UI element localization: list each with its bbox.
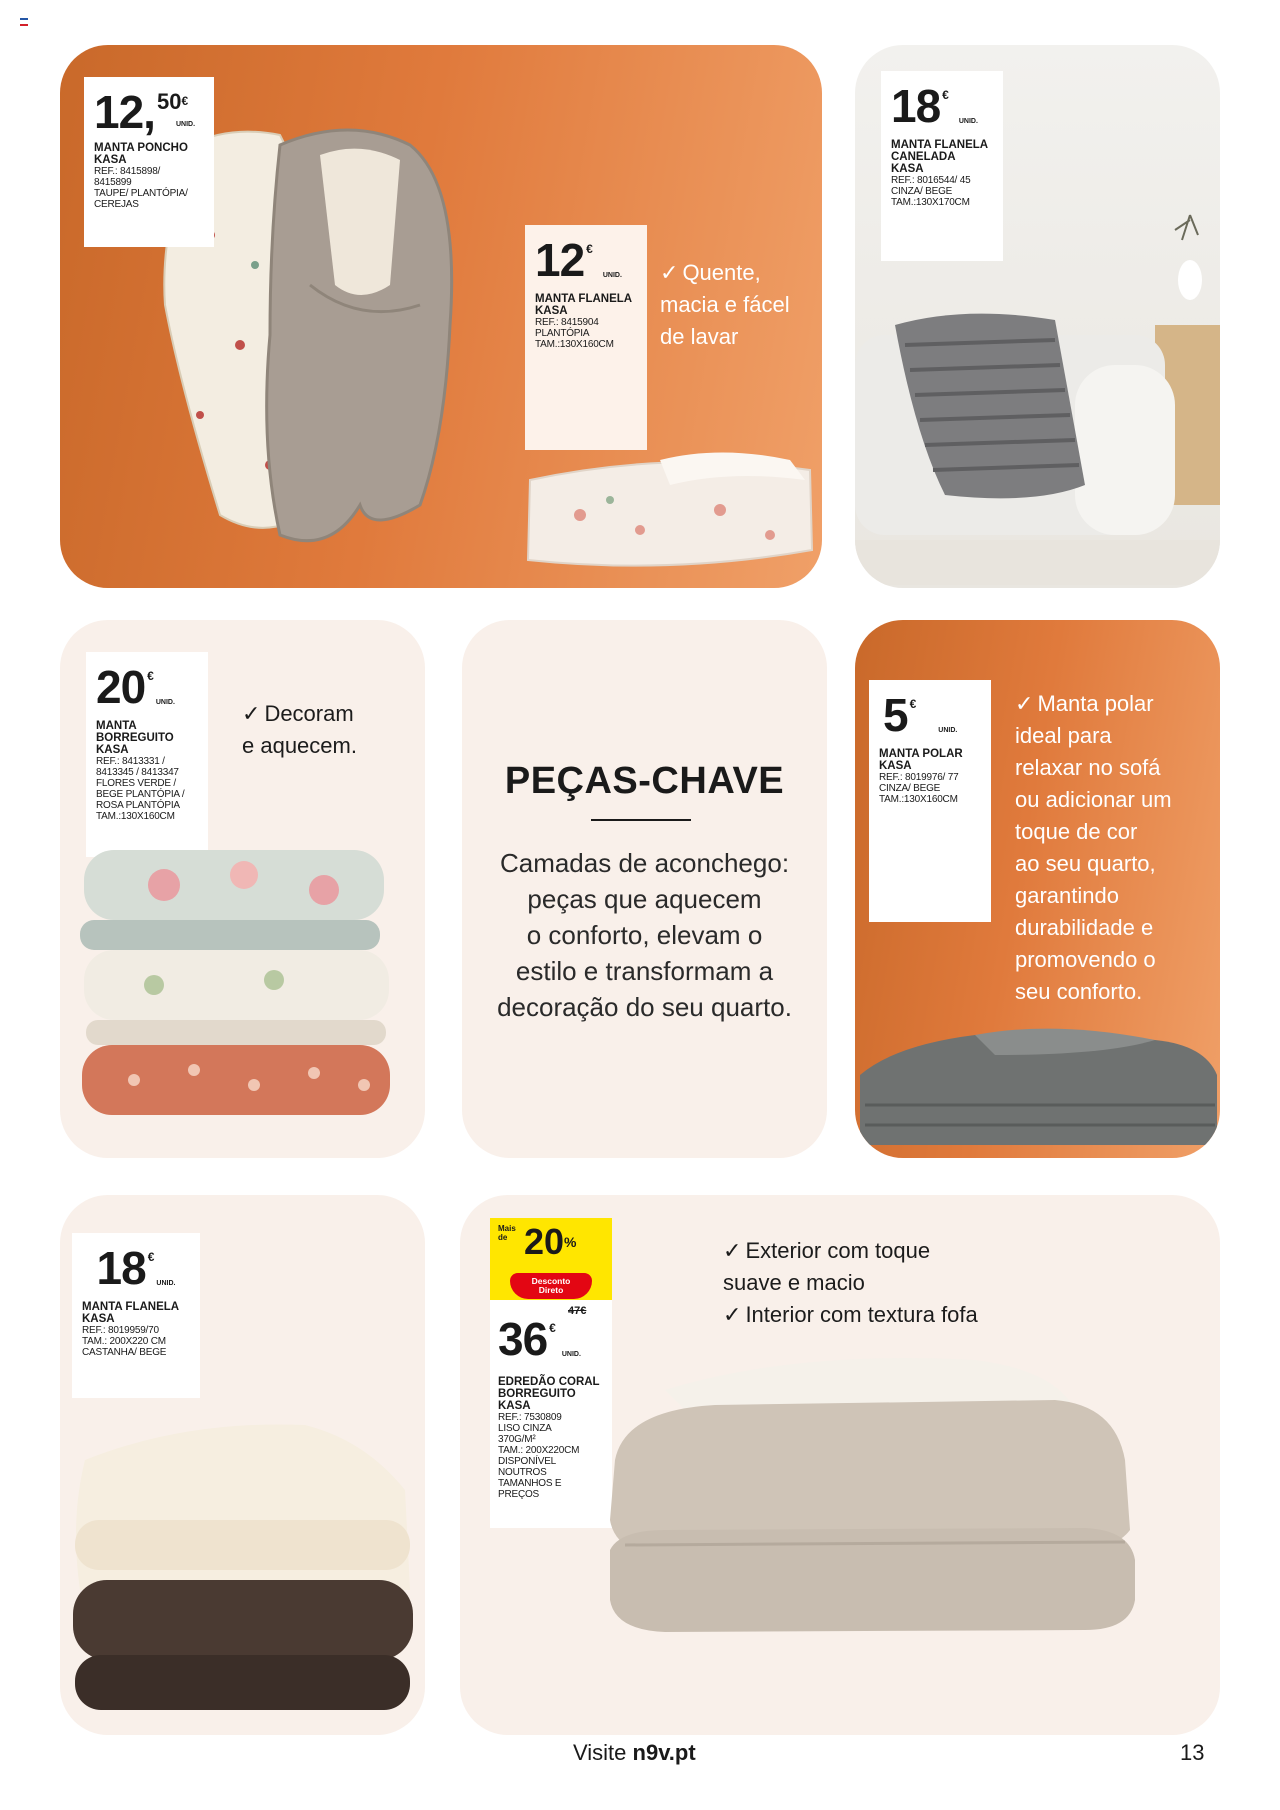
bullet-line: seu conforto. (1015, 979, 1143, 1004)
product-name-line: MANTA POLAR (879, 748, 963, 760)
footer-visit (573, 1740, 696, 1766)
badge-label (510, 1273, 592, 1299)
product-name-line: MANTA FLANELA (82, 1301, 180, 1313)
check-icon: ✓ (723, 1302, 742, 1327)
currency: € (586, 242, 593, 256)
product-desc-line: TAMANHOS E (498, 1478, 562, 1489)
price-tag-flanela-plantopia (525, 225, 647, 450)
bullets-flanela-plantopia (660, 257, 790, 353)
product-desc-line: ROSA PLANTÓPIA (96, 800, 180, 811)
product-name-line: MANTA FLANELA (891, 139, 989, 151)
unit-label: UNID. (561, 1351, 581, 1358)
product-desc-line: BEGE PLANTÓPIA / (96, 789, 185, 800)
badge-percent (524, 1222, 577, 1262)
product-name-line: EDREDÃO CORAL (498, 1376, 600, 1388)
product-desc-line: REF.: 8413331 / (96, 756, 165, 767)
price-tag-edredao (490, 1218, 612, 1528)
badge-label-line: Direto (538, 1285, 564, 1295)
product-desc-line: TAM.: 200X220CM (498, 1445, 580, 1456)
bullet-line: suave e macio (723, 1270, 865, 1295)
intro-text (462, 845, 827, 1025)
product-desc-line: PREÇOS (498, 1489, 540, 1500)
product-desc-line: NOUTROS (498, 1467, 547, 1478)
price-tag-canelada (881, 71, 1003, 261)
bullet-line: ✓ Interior com textura fofa (723, 1302, 978, 1327)
product-name-borreguito (96, 720, 198, 756)
product-desc-line: CINZA/ BEGE (879, 783, 941, 794)
bullets-borreguito (242, 698, 357, 762)
price-integer: 18 (96, 1242, 146, 1294)
price-integer: 36 (498, 1313, 548, 1365)
percent-icon: % (564, 1234, 577, 1250)
bullet-line: durabilidade e (1015, 915, 1154, 940)
price-integer: 12 (535, 234, 585, 286)
bullet-line: toque de cor (1015, 819, 1138, 844)
cream-brown-blankets-image (65, 1400, 420, 1720)
bullet-line: garantindo (1015, 883, 1119, 908)
page-number: 13 (1180, 1740, 1205, 1765)
check-icon: ✓ (660, 260, 679, 285)
product-name-line: KASA (535, 305, 568, 317)
flag-icon (20, 18, 28, 26)
product-desc-line: 8413345 / 8413347 (96, 767, 179, 778)
folded-blanket-image (520, 440, 820, 575)
unit-label: UNID. (176, 121, 196, 128)
page-title: PEÇAS-CHAVE (504, 760, 785, 802)
badge-prefix (498, 1224, 516, 1242)
price-integer: 20 (96, 661, 146, 713)
check-icon: ✓ (1015, 691, 1034, 716)
intro-line: decoração do seu quarto. (497, 992, 792, 1022)
product-desc-line: REF.: 8415904 (535, 317, 599, 328)
panel-poncho (60, 45, 822, 588)
price-tag-borreguito (86, 652, 208, 857)
product-name-flanela-castanha (82, 1301, 190, 1325)
product-name-line: MANTA PONCHO (94, 142, 188, 154)
product-name-line: KASA (96, 744, 129, 756)
panel-polar (855, 620, 1220, 1158)
product-desc-poncho (94, 166, 204, 210)
badge-label-line: Desconto (531, 1276, 571, 1286)
product-name-poncho (94, 142, 204, 166)
badge-percent-value: 20 (524, 1221, 565, 1262)
bullet-line: ✓ Quente, (660, 260, 761, 285)
bullet-line: ideal para (1015, 723, 1112, 748)
currency: € (942, 88, 949, 102)
product-desc-line: TAM.:130X170CM (891, 197, 970, 208)
price-cents: 50 (156, 89, 182, 114)
price-tag-polar (869, 680, 991, 922)
product-name-canelada (891, 139, 993, 175)
price-integer: 12, (94, 86, 155, 138)
panel-flanela-castanha (60, 1195, 425, 1735)
bullet-line: ✓ Exterior com toque (723, 1238, 931, 1263)
currency: € (147, 669, 154, 683)
bullet-line: ✓ Decoram (242, 701, 354, 726)
title-divider (591, 819, 691, 821)
product-name-line: MANTA FLANELA (535, 293, 633, 305)
bullet-line: ao seu quarto, (1015, 851, 1156, 876)
bullet-line: ✓ Manta polar (1015, 691, 1154, 716)
price-integer: 18 (891, 80, 941, 132)
unit-label: UNID. (602, 272, 622, 279)
check-icon: ✓ (723, 1238, 742, 1263)
panel-edredao (460, 1195, 1220, 1735)
product-desc-line: LISO CINZA (498, 1423, 552, 1434)
product-desc-line: TAUPE/ PLANTÓPIA/ (94, 188, 188, 199)
product-desc-flanela-plantopia (535, 317, 637, 350)
product-name-edredao (498, 1376, 600, 1412)
product-desc-flanela-castanha (82, 1325, 190, 1358)
product-name-line: KASA (82, 1313, 115, 1325)
bullet-line: macia e fácel (660, 292, 790, 317)
product-desc-line: REF.: 8019959/70 (82, 1325, 159, 1336)
product-name-polar (879, 748, 981, 772)
product-name-line: KASA (891, 163, 924, 175)
vase-image (1170, 210, 1210, 300)
product-desc-line: 8415899 (94, 177, 132, 188)
panel-borreguito (60, 620, 425, 1158)
product-desc-canelada (891, 175, 993, 208)
discount-badge (490, 1218, 612, 1300)
currency: € (147, 1250, 155, 1264)
intro-line: Camadas de aconchego: (499, 848, 790, 878)
currency: € (181, 94, 189, 108)
product-desc-line: 370G/M² (498, 1434, 536, 1445)
product-desc-line: TAM.:130X160CM (96, 811, 175, 822)
product-name-line: KASA (94, 154, 127, 166)
product-desc-line: TAM.: 200X220 CM (82, 1336, 166, 1347)
product-desc-line: CASTANHA/ BEGE (82, 1347, 167, 1358)
product-name-line: KASA (498, 1400, 531, 1412)
intro-line: peças que aquecem (527, 884, 762, 914)
product-desc-borreguito (96, 756, 198, 822)
panel-pecas-chave (462, 620, 827, 1158)
currency: € (549, 1321, 556, 1335)
unit-label: UNID. (155, 699, 175, 706)
old-price: 47€ (568, 1305, 587, 1317)
product-desc-line: PLANTÓPIA (535, 328, 590, 339)
unit-label: UNID. (156, 1280, 176, 1287)
unit-label: UNID. (958, 118, 978, 125)
product-desc-line: TAM.:130X160CM (535, 339, 614, 350)
product-name-line: BORREGUITO (498, 1388, 576, 1400)
visit-label: Visite (573, 1740, 627, 1765)
bullet-line: relaxar no sofá (1015, 755, 1161, 780)
check-icon: ✓ (242, 701, 261, 726)
product-desc-line: CINZA/ BEGE (891, 186, 953, 197)
product-desc-polar (879, 772, 981, 805)
badge-prefix-line: de (498, 1233, 508, 1242)
panel-canelada (855, 45, 1220, 588)
bullet-line: e aquecem. (242, 733, 357, 758)
grey-blanket-image (855, 1015, 1220, 1158)
duvet-image (595, 1350, 1155, 1650)
intro-line: o conforto, elevam o (526, 920, 763, 950)
bullets-edredao (723, 1235, 978, 1331)
bullets-polar (1015, 688, 1172, 1008)
product-desc-line: DISPONÍVEL (498, 1456, 557, 1467)
product-name-line: MANTA (96, 720, 137, 732)
product-name-flanela-plantopia (535, 293, 637, 317)
product-name-line: BORREGUITO (96, 732, 174, 744)
bullet-line: de lavar (660, 324, 739, 349)
product-desc-edredao (498, 1412, 600, 1500)
site-link[interactable]: n9v.pt (632, 1740, 696, 1765)
intro-line: estilo e transformam a (515, 956, 774, 986)
product-desc-line: REF.: 8019976/ 77 (879, 772, 959, 783)
price-integer: 5 (883, 689, 908, 741)
product-desc-line: TAM.:130X160CM (879, 794, 958, 805)
product-name-line: KASA (879, 760, 912, 772)
bullet-line: ou adicionar um (1015, 787, 1172, 812)
price-tag-poncho (84, 77, 214, 247)
currency: € (909, 697, 917, 711)
sofa-image (855, 285, 1220, 585)
badge-prefix-line: Mais (498, 1224, 516, 1233)
product-desc-line: REF.: 8415898/ (94, 166, 161, 177)
product-desc-line: FLORES VERDE / (96, 778, 176, 789)
product-desc-line: CEREJAS (94, 199, 139, 210)
price-tag-flanela-castanha (72, 1233, 200, 1398)
product-name-line: CANELADA (891, 151, 956, 163)
unit-label: UNID. (938, 727, 958, 734)
bullet-line: promovendo o (1015, 947, 1156, 972)
product-desc-line: REF.: 8016544/ 45 (891, 175, 971, 186)
product-desc-line: REF.: 7530809 (498, 1412, 562, 1423)
blanket-stack-image (74, 845, 414, 1135)
